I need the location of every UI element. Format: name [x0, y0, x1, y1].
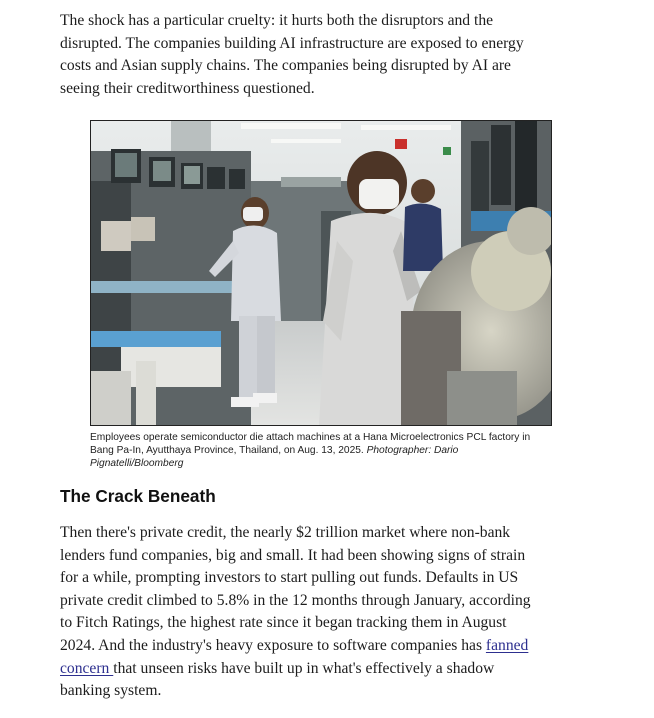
photo-caption	[90, 431, 540, 471]
factory-photo	[90, 120, 552, 426]
body-paragraph	[60, 522, 532, 703]
article-body	[60, 522, 532, 703]
section-heading: The Crack Beneath	[60, 486, 216, 506]
caption-text: Employees operate semiconductor die attach machines at a Hana Microelectronics PCL factory in Bang Pa-In, Ayutthaya Province, Thailand, on Aug. 13, 2025.	[90, 432, 531, 457]
intro-paragraph: The shock has a particular cruelty: it hurts both the disruptors and the disrupted. The companies building AI infrastructure are exposed to energy costs and Asian supply chains. The companies being disrupted by AI are seeing their creditworthiness questioned.	[60, 12, 524, 97]
photo-credit: Photographer: Dario Pignatelli/Bloomberg	[90, 445, 459, 470]
body-text-after-link: that unseen risks have built up in what's effectively a shadow banking system.	[60, 659, 495, 700]
fanned-concern-link[interactable]: fanned concern	[60, 636, 529, 677]
factory-photo-figure	[90, 120, 552, 471]
body-text-before-link: Then there's private credit, the nearly $2 trillion market where non-bank lenders fund companies, big and small. It had been showing signs of strain for a while, prompting investors to start pulling out funds. Defaults in US private credit climbed to 5.8% in the 12 months through January, according to Fitch Ratings, the highest rate since it began tracking them in August 2024. And the industry's heavy exposure to software companies has	[60, 524, 531, 654]
article-intro	[60, 10, 530, 100]
